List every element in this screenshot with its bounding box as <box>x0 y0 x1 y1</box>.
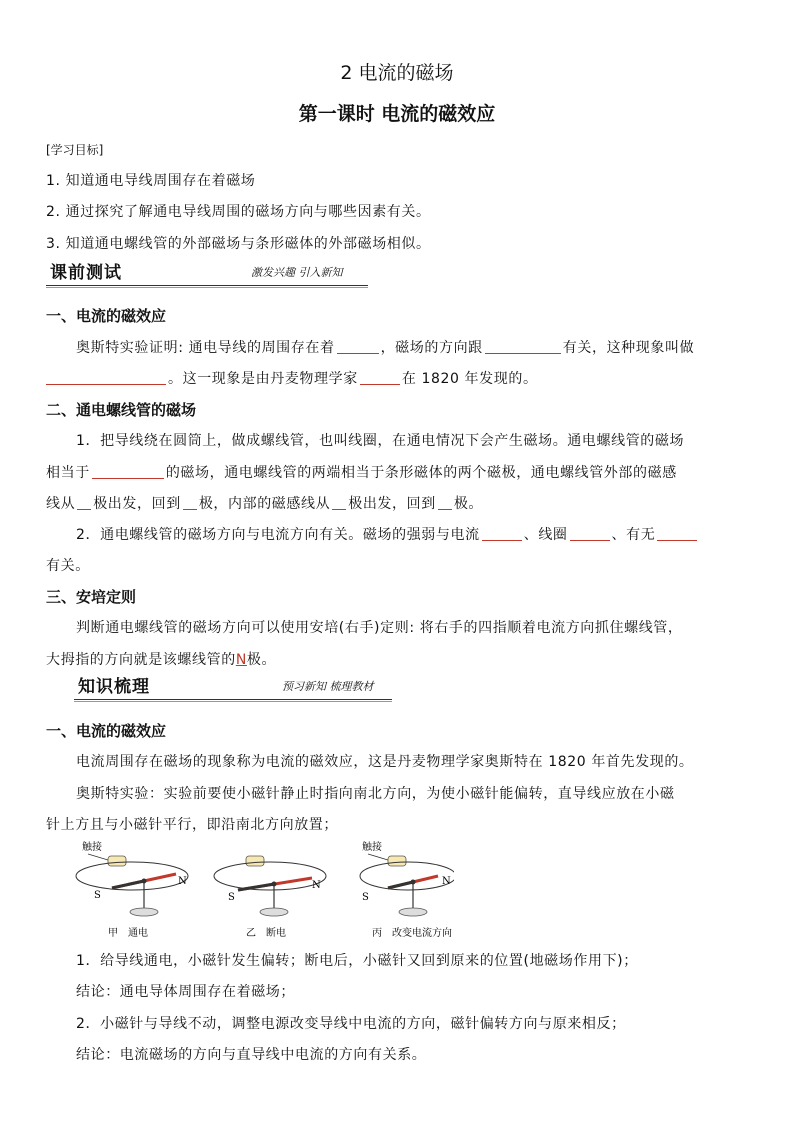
figure-caption: 丙 改变电流方向 <box>372 928 452 939</box>
answer-n-pole: N <box>235 652 247 668</box>
section-banner-knowledge <box>74 670 392 702</box>
battery-icon <box>108 856 126 866</box>
paragraph: 相当于 的磁场，通电螺线管的两端相当于条形磁体的两个磁极，通电螺线管外部的磁感 <box>46 465 677 481</box>
figure-b <box>214 856 326 939</box>
battery-icon <box>246 856 264 866</box>
objective-item: 3. 知道通电螺线管的外部磁场与条形磁体的外部磁场相似。 <box>46 236 431 252</box>
figure-c <box>360 840 454 939</box>
banner-subtitle: 激发兴趣 引入新知 <box>251 266 343 279</box>
paragraph: 线从 极出发，回到 极，内部的磁感线从 极出发，回到 极。 <box>46 496 484 512</box>
paragraph: 。这一现象是由丹麦物理学家 在 1820 年发现的。 <box>46 368 538 388</box>
banner-title: 知识梳理 <box>78 677 150 697</box>
paragraph: 判断通电螺线管的磁场方向可以使用安培(右手)定则: 将右手的四指顺着电流方向抓住螺线管， <box>76 620 683 636</box>
paragraph: 结论：电流磁场的方向与直导线中电流的方向有关系。 <box>76 1047 427 1063</box>
paragraph: 电流周围存在磁场的现象称为电流的磁效应，这是丹麦物理学家奥斯特在 1820 年首先发现的。 <box>76 754 694 770</box>
page-title: 2 电流的磁场 <box>340 62 454 84</box>
svg-text:S: S <box>362 892 369 903</box>
svg-text:N: N <box>178 876 187 887</box>
svg-text:N: N <box>442 876 451 887</box>
paragraph: 1．给导线通电，小磁针发生偏转；断电后，小磁针又回到原来的位置(地磁场作用下)； <box>76 953 638 969</box>
svg-text:N: N <box>312 880 321 891</box>
paragraph: 奥斯特实验：实验前要使小磁针静止时指向南北方向，为使小磁针能偏转，直导线应放在小磁 <box>76 786 675 802</box>
paragraph: 2．小磁针与导线不动，调整电源改变导线中电流的方向，磁针偏转方向与原来相反； <box>76 1016 626 1032</box>
lesson-title: 第一课时 电流的磁效应 <box>298 103 496 125</box>
objective-item: 1. 知道通电导线周围存在着磁场 <box>46 173 256 189</box>
svg-text:S: S <box>228 892 235 903</box>
switch-label: 触接 <box>82 842 102 853</box>
objective-item: 2. 通过探究了解通电导线周围的磁场方向与哪些因素有关。 <box>46 204 431 220</box>
battery-icon <box>388 856 406 866</box>
section-heading: 一、电流的磁效应 <box>46 722 167 740</box>
banner-subtitle: 预习新知 梳理教材 <box>282 680 374 693</box>
paragraph: 1．把导线绕在圆筒上，做成螺线管，也叫线圈，在通电情况下会产生磁场。通电螺线管的磁场 <box>76 433 685 449</box>
section-heading: 二、通电螺线管的磁场 <box>46 401 197 419</box>
switch-label: 触接 <box>362 842 382 853</box>
oersted-experiment-figure <box>74 838 454 944</box>
paragraph: 有关。 <box>46 558 90 574</box>
section-banner-pretest <box>46 256 368 288</box>
figure-caption: 甲 通电 <box>108 928 148 939</box>
figure-caption: 乙 断电 <box>246 928 286 939</box>
paragraph: 结论：通电导体周围存在着磁场； <box>76 984 295 1000</box>
paragraph: 针上方且与小磁针平行，即沿南北方向放置； <box>46 817 338 833</box>
svg-text:S: S <box>94 890 101 901</box>
figure-a <box>76 840 188 939</box>
paragraph: 奥斯特实验证明: 通电导线的周围存在着 ，磁场的方向跟 有关，这种现象叫做 <box>76 340 695 356</box>
section-heading: 三、安培定则 <box>46 588 137 606</box>
section-heading: 一、电流的磁效应 <box>46 307 167 325</box>
paragraph: 2．通电螺线管的磁场方向与电流方向有关。磁场的强弱与电流 、线圈 、有无 <box>76 524 699 544</box>
objectives-label: [学习目标] <box>46 143 104 157</box>
banner-title: 课前测试 <box>50 263 122 283</box>
paragraph: 大拇指的方向就是该螺线管的N极。 <box>46 652 277 668</box>
